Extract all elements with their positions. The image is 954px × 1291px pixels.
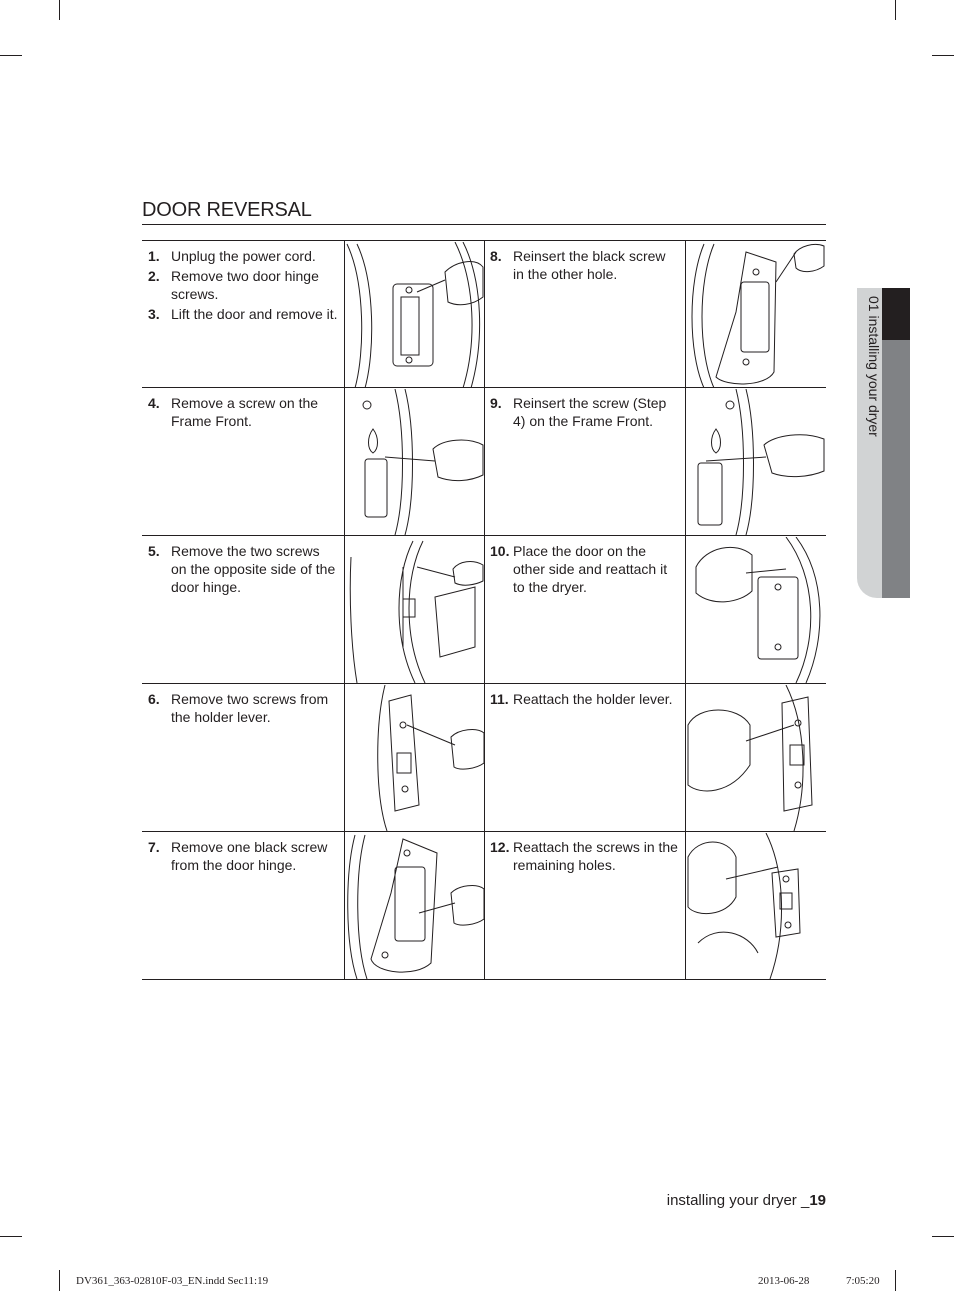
step-item: 7. Remove one black screw from the door hinge.: [148, 839, 328, 873]
step-item: 8. Reinsert the black screw in the other hole.: [490, 248, 666, 282]
step-cell: [148, 838, 338, 876]
step-illustration: [345, 389, 484, 535]
crop-mark: [895, 1270, 896, 1291]
step-item: 5. Remove the two screws on the opposite side of the door hinge.: [148, 543, 336, 595]
column-divider: [484, 241, 485, 387]
page-number: 19: [809, 1192, 826, 1209]
page-footer: [667, 1192, 826, 1209]
crop-mark: [895, 0, 896, 20]
step-item: 4. Remove a screw on the Frame Front.: [148, 395, 319, 429]
print-time: 7:05:20: [846, 1275, 880, 1287]
step-cell: [148, 394, 338, 432]
step-item: 9. Reinsert the screw (Step 4) on the Frame Front.: [490, 395, 667, 429]
step-illustration: [686, 389, 826, 535]
step-cell: [148, 542, 338, 598]
page-title: DOOR REVERSAL: [142, 199, 312, 221]
step-illustration: [686, 242, 826, 388]
step-illustration: [345, 537, 484, 683]
step-item: 3. Lift the door and remove it.: [148, 306, 338, 322]
table-row: [142, 388, 826, 536]
step-cell: [490, 838, 680, 876]
footer-label: installing your dryer _: [666, 1192, 810, 1209]
step-cell: [490, 690, 680, 710]
chapter-tab-marker: [882, 288, 910, 340]
table-row: [142, 240, 826, 388]
print-date: 2013-06-28: [758, 1275, 810, 1287]
table-row: [142, 536, 826, 684]
print-file-info: DV361_363-02810F-03_EN.indd Sec11:19: [76, 1275, 269, 1287]
column-divider: [484, 832, 485, 979]
step-illustration: [686, 833, 826, 979]
step-cell: [148, 690, 338, 728]
crop-mark: [0, 55, 22, 56]
chapter-tab-label: 01 installing your dryer: [866, 296, 882, 437]
column-divider: [484, 388, 485, 535]
title-divider: [142, 224, 826, 225]
step-item: 6. Remove two screws from the holder lever.: [148, 691, 329, 725]
step-item: 12. Reattach the screws in the remaining holes.: [490, 839, 678, 873]
crop-mark: [59, 0, 60, 20]
step-item: 10. Place the door on the other side and reattach it to the dryer.: [490, 543, 668, 595]
step-item: 1. Unplug the power cord.: [148, 248, 316, 264]
step-illustration: [686, 685, 826, 831]
step-illustration: [345, 685, 484, 831]
crop-mark: [932, 55, 954, 56]
column-divider: [484, 536, 485, 683]
column-divider: [484, 684, 485, 831]
step-item: 2. Remove two door hinge screws.: [148, 268, 319, 302]
crop-mark: [59, 1270, 60, 1291]
step-illustration: [345, 242, 484, 388]
step-cell: [148, 247, 338, 325]
chapter-tab-band: [882, 340, 910, 598]
step-item: 11. Reattach the holder lever.: [490, 691, 673, 707]
crop-mark: [0, 1236, 22, 1237]
step-cell: [490, 247, 680, 285]
step-cell: [490, 394, 680, 432]
step-illustration: [345, 833, 484, 979]
step-illustration: [686, 537, 826, 683]
crop-mark: [932, 1236, 954, 1237]
step-cell: [490, 542, 680, 598]
table-row: [142, 832, 826, 980]
table-row: [142, 684, 826, 832]
